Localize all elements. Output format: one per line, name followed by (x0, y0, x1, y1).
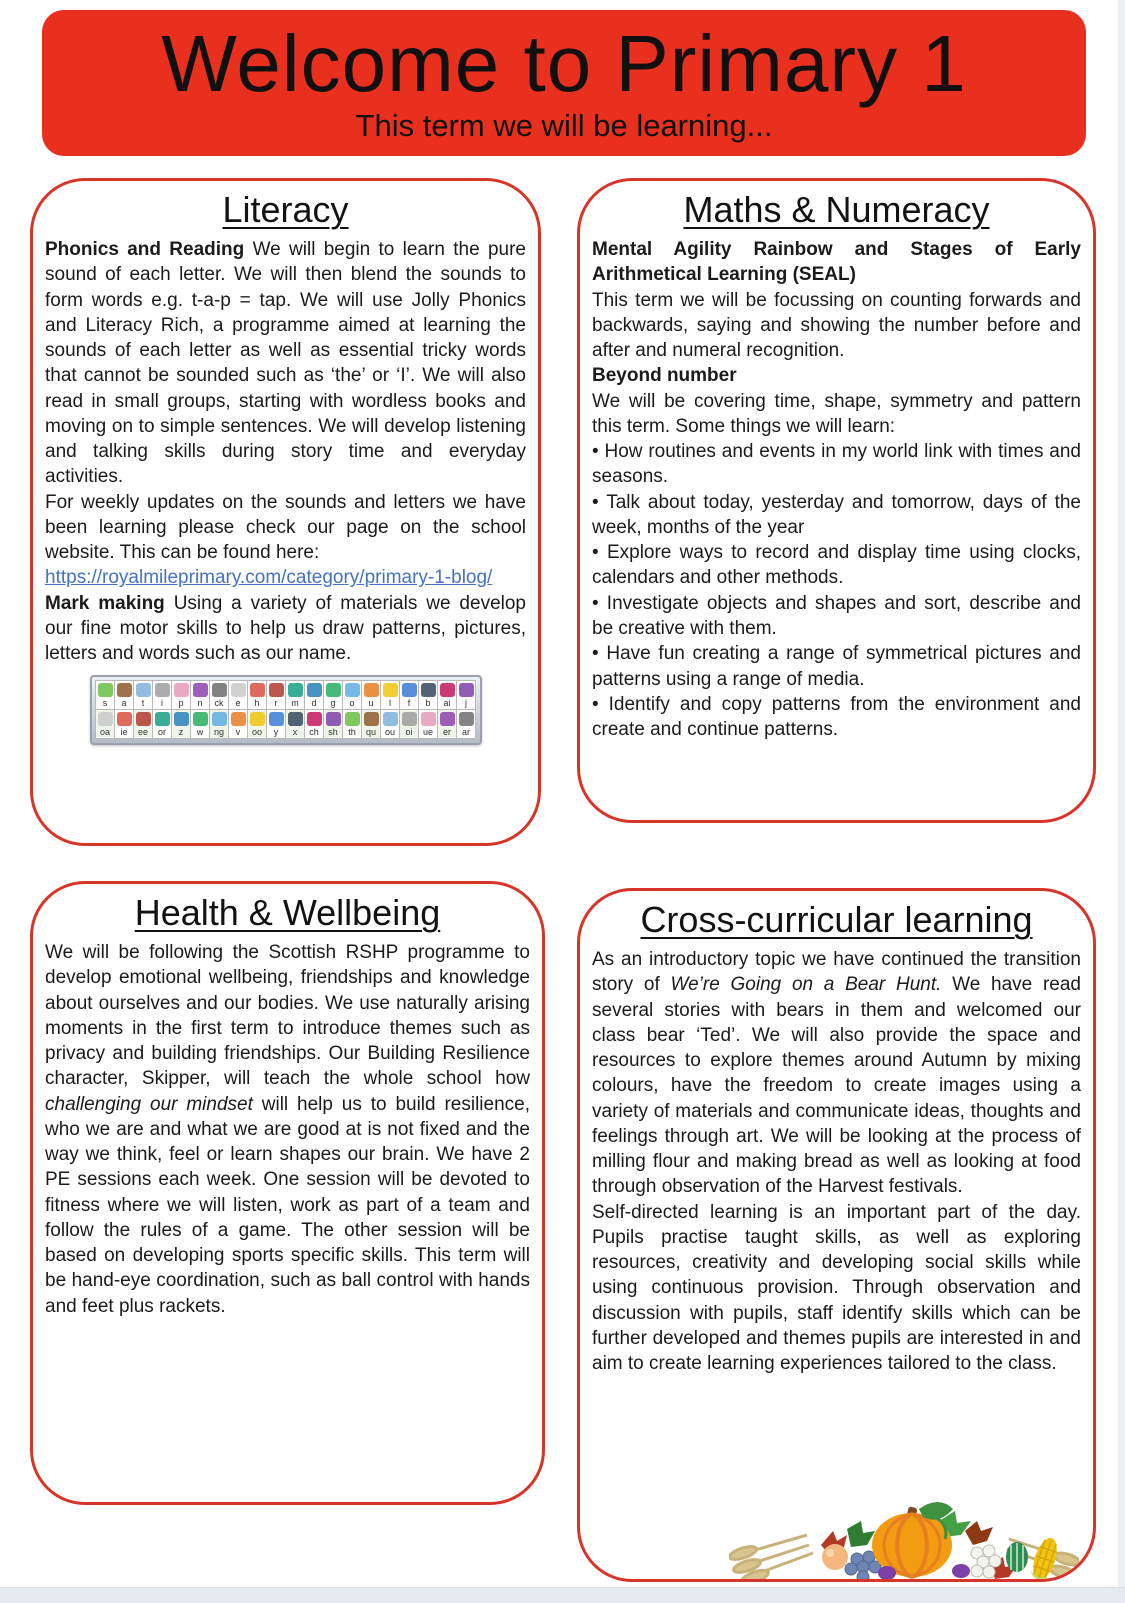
phonics-cell (456, 709, 476, 739)
phonics-letter: a (121, 698, 127, 709)
phonics-letter: s (102, 698, 108, 709)
phonics-picture-icon (383, 683, 398, 697)
phonics-cell (95, 709, 115, 739)
phonics-picture-icon (193, 712, 208, 726)
phonics-picture-icon (459, 712, 474, 726)
phonics-cell (342, 680, 362, 710)
phonics-cell (361, 680, 381, 710)
phonics-picture-icon (155, 712, 170, 726)
phonics-picture-icon (288, 683, 303, 697)
phonics-cell (114, 680, 134, 710)
phonics-cell (342, 709, 362, 739)
phonics-cell (380, 680, 400, 710)
phonics-picture-icon (440, 683, 455, 697)
phonics-row (96, 710, 476, 739)
phonics-cell (418, 709, 438, 739)
phonics-letter: n (197, 698, 203, 709)
phonics-cell (171, 680, 191, 710)
phonics-picture-icon (269, 712, 284, 726)
text-run: As an introductory topic we have continued the transition story of (592, 949, 1081, 996)
phonics-letter: oi (405, 727, 413, 738)
phonics-letter: z (178, 727, 184, 738)
blog-link[interactable]: https://royalmileprimary.com/category/primary-1-blog/ (45, 567, 493, 589)
page-edge-right (1118, 0, 1125, 1603)
text-run: Beyond number (592, 365, 737, 387)
phonics-letter: o (349, 698, 355, 709)
phonics-picture-icon (269, 683, 284, 697)
phonics-cell (114, 709, 134, 739)
section-maths (577, 178, 1096, 823)
phonics-cell (380, 709, 400, 739)
text-run: For weekly updates on the sounds and letters we have been learning please check our page on the school website. This can be found here: (45, 491, 526, 564)
text-run: We will begin to learn the pure sound of each letter. We will then blend the sounds to form words e.g. t-a-p = tap. We will use Jolly Phonics and Literacy Rich, a programme aimed at learning the sounds of each letter as well as essential tricky words that cannot be sounded such as ‘the’ or ‘I’. We will also read in small groups, starting with wordless books and moving on to simple sentences. We will develop listening and talking skills during story time and everyday activities. (45, 239, 526, 488)
phonics-letter: b (425, 698, 431, 709)
maths-body (592, 237, 1081, 742)
phonics-picture-icon (155, 683, 170, 697)
text-run: • How routines and events in my world link with times and seasons. (592, 441, 1081, 488)
text-run: Using a variety of materials we develop our fine motor skills to help us draw patterns, pictures, letters and words such as our name. (45, 592, 526, 665)
phonics-picture-icon (136, 683, 151, 697)
phonics-picture-icon (326, 683, 341, 697)
section-health (30, 881, 545, 1505)
phonics-cell (266, 680, 286, 710)
phonics-cell (209, 680, 229, 710)
phonics-letter: ai (443, 698, 451, 709)
phonics-letter: ue (422, 727, 433, 738)
phonics-picture-icon (383, 712, 398, 726)
text-run: We will be covering time, shape, symmetry and pattern this term. Some things we will learn: (592, 390, 1081, 437)
phonics-picture-icon (307, 683, 322, 697)
phonics-cell (437, 680, 457, 710)
phonics-letter: m (291, 698, 299, 709)
paragraph (592, 439, 1081, 490)
phonics-chart (90, 675, 482, 745)
phonics-letter: x (292, 727, 298, 738)
phonics-letter: t (141, 698, 145, 709)
text-run: • Talk about today, yesterday and tomorrow, days of the week, months of the year (592, 491, 1081, 538)
phonics-letter: p (178, 698, 184, 709)
phonics-cell (285, 680, 305, 710)
phonics-cell (171, 709, 191, 739)
phonics-cell (152, 709, 172, 739)
phonics-letter: ar (461, 727, 470, 738)
phonics-cell (247, 709, 267, 739)
phonics-picture-icon (174, 712, 189, 726)
text-run: • Explore ways to record and display time using clocks, calendars and other methods. (592, 542, 1081, 589)
phonics-letter: j (465, 698, 467, 709)
phonics-letter: l (389, 698, 391, 709)
text-run: We’re Going on a Bear Hunt. (670, 974, 942, 996)
phonics-cell (133, 709, 153, 739)
phonics-cell (266, 709, 286, 739)
phonics-cell (323, 680, 343, 710)
phonics-cell (285, 709, 305, 739)
paragraph (592, 540, 1081, 591)
phonics-picture-icon (231, 712, 246, 726)
phonics-cell (190, 709, 210, 739)
section-cross-curricular (577, 888, 1096, 1582)
phonics-picture-icon (345, 683, 360, 697)
phonics-picture-icon (421, 683, 436, 697)
phonics-letter: ee (137, 727, 148, 738)
phonics-letter: ng (213, 727, 224, 738)
phonics-picture-icon (288, 712, 303, 726)
paragraph (45, 237, 526, 490)
phonics-picture-icon (212, 712, 227, 726)
phonics-cell (418, 680, 438, 710)
phonics-picture-icon (440, 712, 455, 726)
phonics-picture-icon (136, 712, 151, 726)
text-run: • Have fun creating a range of symmetrical pictures and patterns using a range of media. (592, 643, 1081, 690)
phonics-letter: i (161, 698, 163, 709)
phonics-cell (190, 680, 210, 710)
phonics-cell (209, 709, 229, 739)
header-banner (42, 10, 1086, 156)
phonics-picture-icon (421, 712, 436, 726)
phonics-cell (247, 680, 267, 710)
phonics-letter: ch (309, 727, 319, 738)
phonics-letter: v (235, 727, 241, 738)
phonics-picture-icon (174, 683, 189, 697)
phonics-picture-icon (364, 712, 379, 726)
text-run: We will be following the Scottish RSHP programme to develop emotional wellbeing, friendships and knowledge about ourselves and our bodies. We use naturally arising moments in the first term to introduce themes such as privacy and building friendships. Our Building Resilience character, Skipper, will teach the whole school how (45, 942, 530, 1090)
paragraph (592, 389, 1081, 440)
phonics-letter: oa (99, 727, 110, 738)
phonics-picture-icon (98, 683, 113, 697)
phonics-letter: sh (328, 727, 338, 738)
phonics-cell (304, 709, 324, 739)
phonics-picture-icon (459, 683, 474, 697)
text-run: • Identify and copy patterns from the environment and create and continue patterns. (592, 693, 1081, 741)
phonics-cell (228, 709, 248, 739)
text-run: This term we will be focussing on counting forwards and backwards, saying and showing the number before and after and numeral recognition. (592, 289, 1081, 362)
maths-title: Maths & Numeracy (683, 189, 990, 230)
phonics-letter: oo (251, 727, 262, 738)
literacy-title: Literacy (222, 189, 349, 230)
paragraph (592, 363, 1081, 388)
phonics-cell (152, 680, 172, 710)
text-run: • Investigate objects and shapes and sort, describe and be creative with them. (592, 592, 1081, 639)
paragraph (592, 490, 1081, 541)
paragraph (592, 1200, 1081, 1377)
page-subtitle: This term we will be learning... (355, 108, 773, 143)
phonics-letter: d (311, 698, 317, 709)
text-run: Mark making (45, 592, 174, 614)
phonics-letter: qu (365, 727, 376, 738)
phonics-letter: y (273, 727, 279, 738)
phonics-letter: ck (214, 698, 224, 709)
paragraph (592, 237, 1081, 288)
phonics-cell (399, 709, 419, 739)
text-run: Phonics and Reading (45, 239, 253, 260)
paragraph (592, 641, 1081, 692)
cross-curricular-title: Cross-curricular learning (640, 899, 1033, 940)
phonics-picture-icon (117, 683, 132, 697)
phonics-letter: th (348, 727, 356, 738)
text-run: Mental Agility Rainbow and Stages of Early Arithmetical Learning (SEAL) (592, 239, 1081, 286)
harvest-illustration (729, 1487, 1079, 1582)
phonics-cell (437, 709, 457, 739)
health-title: Health & Wellbeing (134, 892, 441, 933)
paragraph (592, 692, 1081, 743)
phonics-picture-icon (231, 683, 246, 697)
phonics-cell (304, 680, 324, 710)
paragraph (45, 565, 526, 590)
text-run: We have read several stories with bears in them and welcomed our class bear ‘Ted’. We will also provide the space and resources to explore themes around Autumn by mixing colours, have the freedom to create images using a variety of materials and communicate ideas, thoughts and feelings through art. We will be looking at the process of milling flour and making bread as well as looking at food through observation of the Harvest festivals. (592, 974, 1081, 1198)
phonics-picture-icon (345, 712, 360, 726)
phonics-letter: or (157, 727, 166, 738)
phonics-cell (95, 680, 115, 710)
phonics-picture-icon (326, 712, 341, 726)
phonics-picture-icon (193, 683, 208, 697)
phonics-picture-icon (402, 683, 417, 697)
phonics-letter: r (274, 698, 278, 709)
literacy-body (45, 237, 526, 667)
phonics-letter: g (330, 698, 336, 709)
cross-curricular-body (592, 947, 1081, 1377)
text-run: Self-directed learning is an important part of the day. Pupils practise taught skills, as well as exploring resources, creativity and developing social skills while using continuous provision. Through observation and discussion with pupils, staff identify skills which can be further developed and themes pupils are interested in and aim to create learning experiences tailored to the class. (592, 1201, 1081, 1375)
phonics-letter: er (442, 727, 451, 738)
phonics-cell (133, 680, 153, 710)
phonics-cell (361, 709, 381, 739)
text-run: challenging our mindset (45, 1093, 253, 1115)
page-title: Welcome to Primary 1 (161, 19, 967, 108)
phonics-picture-icon (402, 712, 417, 726)
phonics-picture-icon (212, 683, 227, 697)
phonics-cell (323, 709, 343, 739)
phonics-picture-icon (250, 712, 265, 726)
phonics-letter: ie (120, 727, 128, 738)
phonics-picture-icon (117, 712, 132, 726)
paragraph (592, 591, 1081, 642)
phonics-cell (399, 680, 419, 710)
paragraph (45, 591, 526, 667)
paragraph (45, 940, 530, 1319)
health-body (45, 940, 530, 1319)
phonics-cell (228, 680, 248, 710)
phonics-letter: h (254, 698, 260, 709)
paragraph (45, 490, 526, 566)
phonics-letter: w (196, 727, 204, 738)
phonics-cell (456, 680, 476, 710)
page-edge-bottom (0, 1587, 1125, 1603)
paragraph (592, 288, 1081, 364)
phonics-picture-icon (307, 712, 322, 726)
text-run: will help us to build resilience, who we are and what we are good at is not fixed and the way we think, feel or learn shapes our brain. We have 2 PE sessions each week. One session will be devoted to fitness where we will listen, work as part of a team and follow the rules of a game. The other session will be based on developing sports specific skills. This term will be hand-eye coordination, such as ball control with hands and feet plus rackets. (45, 1093, 530, 1317)
phonics-letter: u (368, 698, 374, 709)
phonics-letter: e (235, 698, 241, 709)
section-literacy (30, 178, 541, 846)
phonics-picture-icon (98, 712, 113, 726)
phonics-picture-icon (250, 683, 265, 697)
phonics-row (96, 681, 476, 710)
phonics-letter: ou (384, 727, 395, 738)
paragraph (592, 947, 1081, 1200)
phonics-letter: f (407, 698, 411, 709)
phonics-picture-icon (364, 683, 379, 697)
